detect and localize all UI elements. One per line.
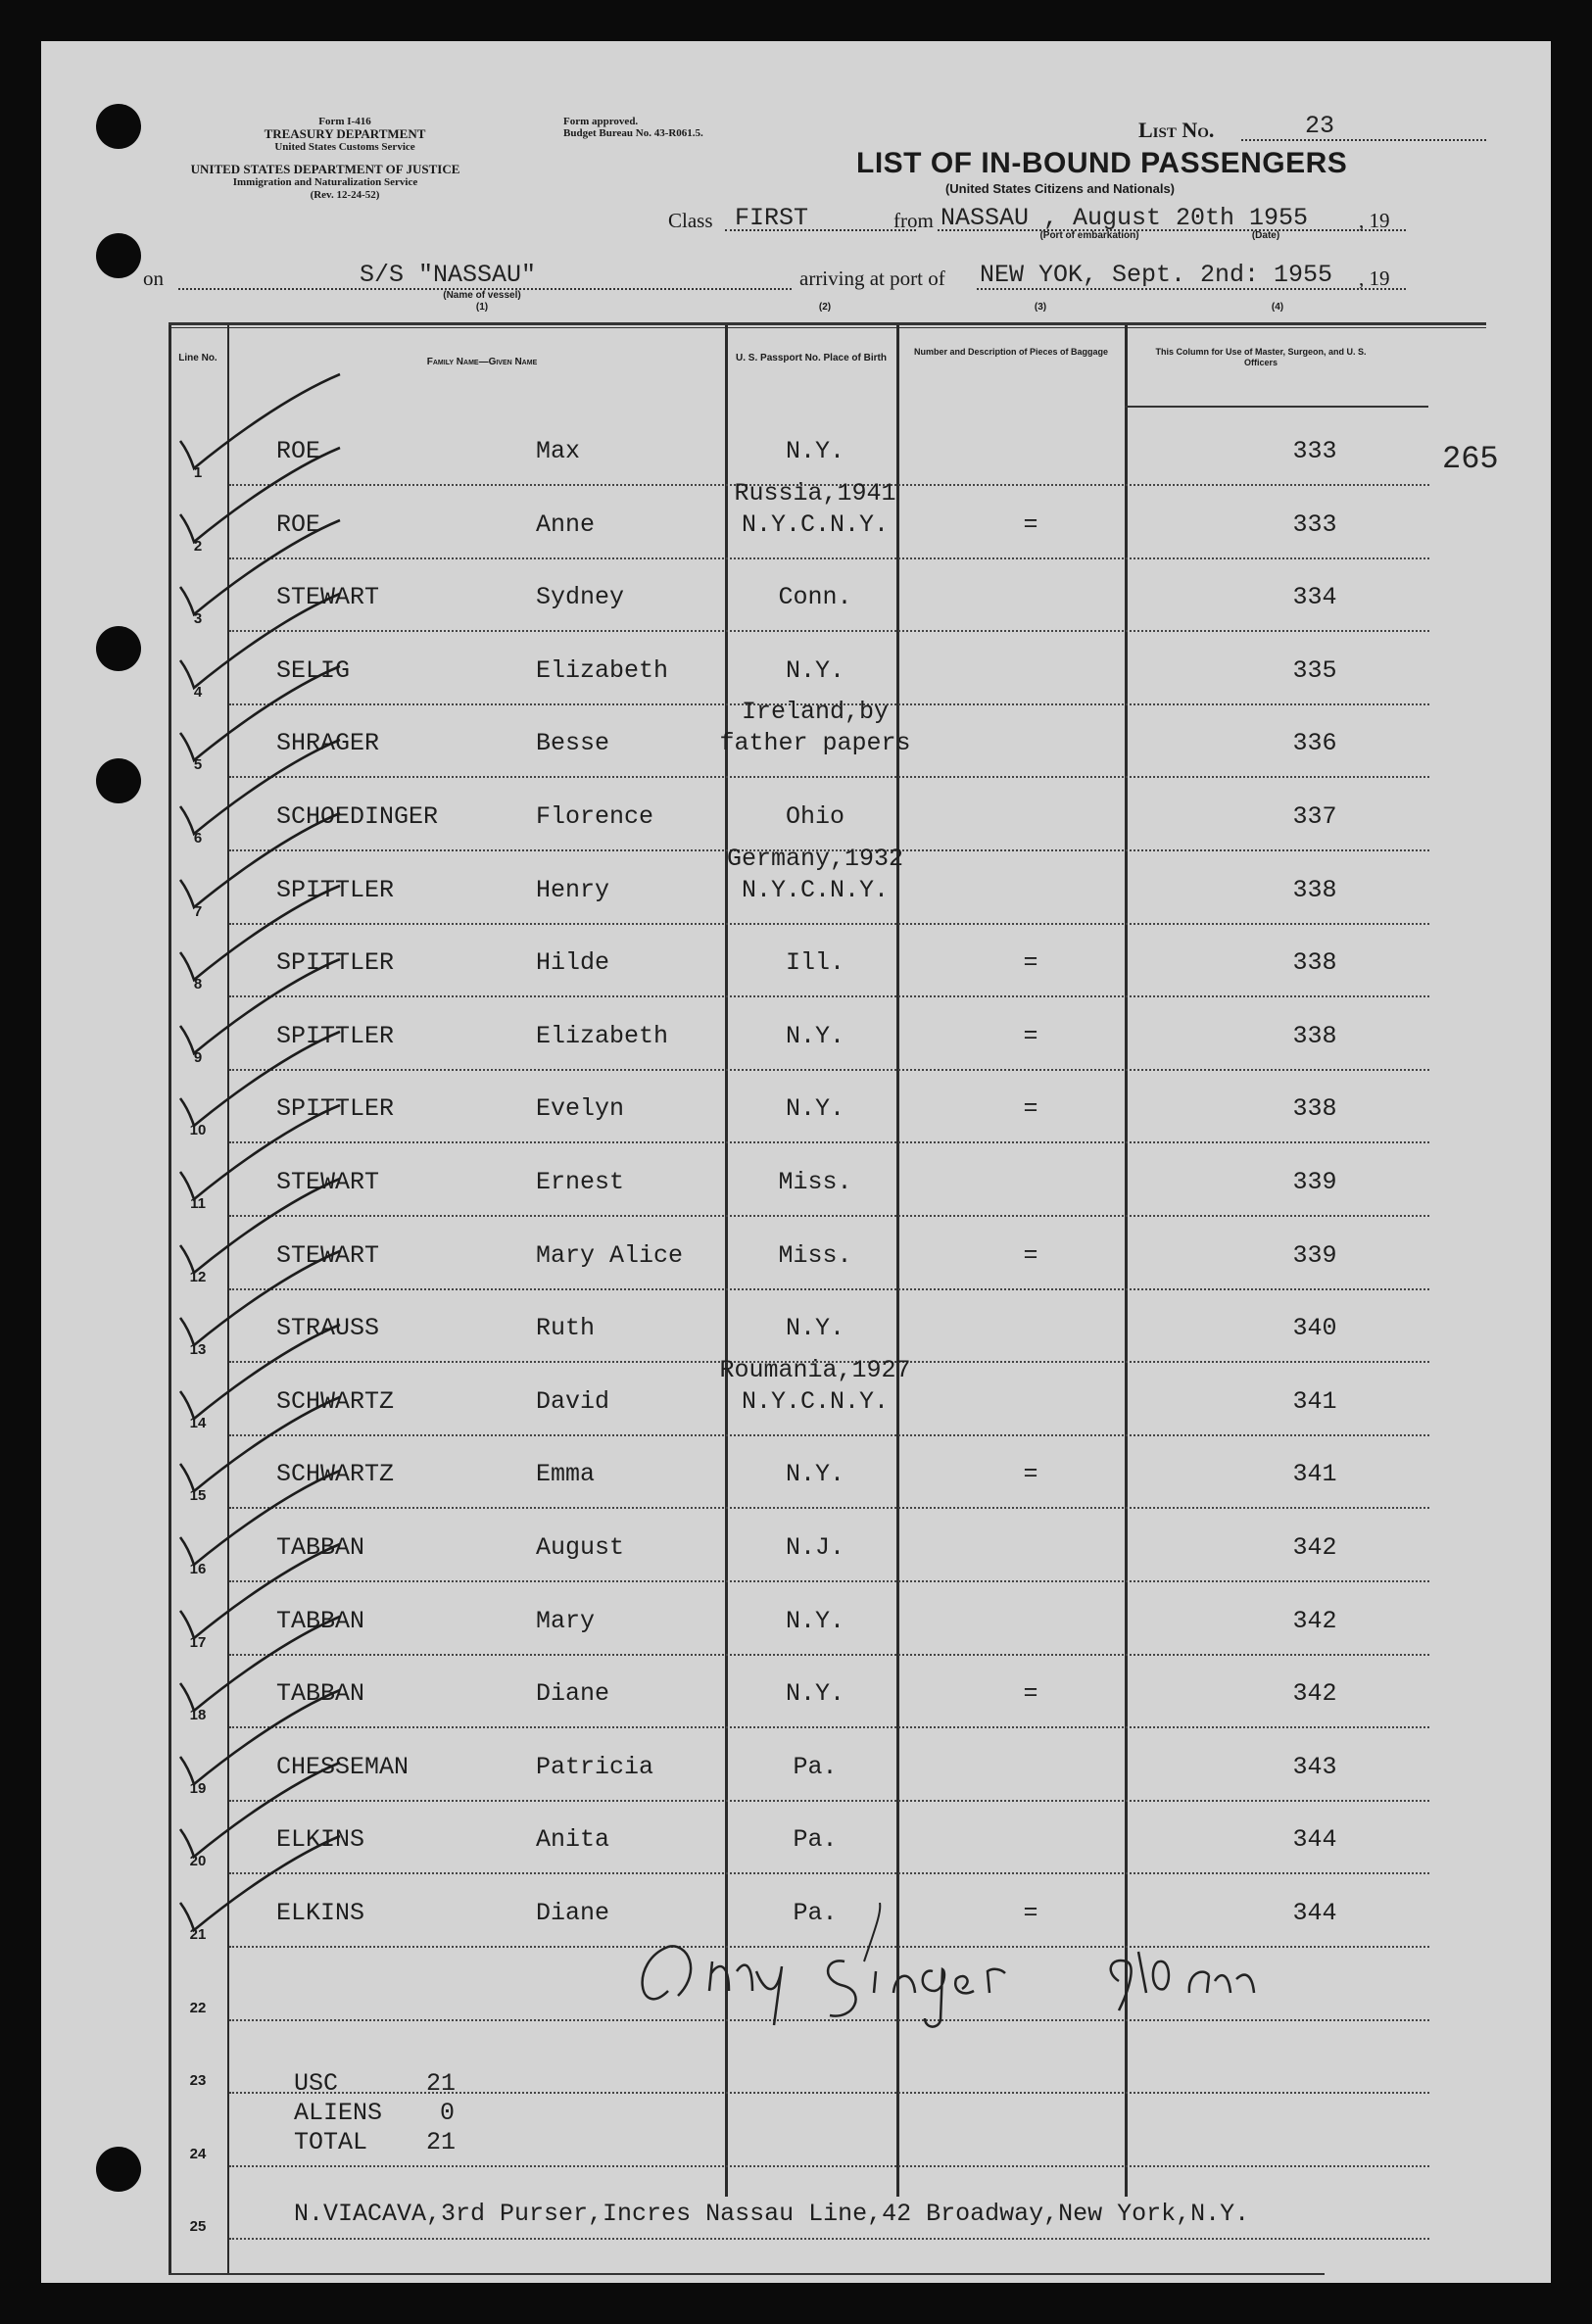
document-sheet (41, 41, 1551, 2283)
form-approved: Form approved. (563, 116, 639, 127)
officer-number: 334 (1292, 583, 1337, 612)
family-name: STEWART (276, 583, 380, 612)
birth-place-line2: N.Y. (785, 1606, 844, 1635)
given-name: Emma (536, 1460, 596, 1489)
list-no-value: 23 (1305, 112, 1335, 140)
family-name: CHESSEMAN (276, 1752, 410, 1781)
line-number: 21 (189, 1926, 207, 1943)
line-number: 9 (193, 1048, 203, 1066)
family-name: SCHWARTZ (276, 1386, 395, 1416)
birth-place-line1: Roumania,1927 (719, 1355, 911, 1384)
given-name: Diane (536, 1899, 610, 1927)
row-rule (229, 557, 1429, 559)
col-header-passport: U. S. Passport No. Place of Birth (736, 353, 887, 363)
row-rule (229, 1288, 1429, 1290)
row-rule (229, 2092, 1429, 2094)
officer-number: 333 (1292, 509, 1337, 539)
given-name: Ruth (536, 1314, 596, 1343)
family-name: SCHOEDINGER (276, 802, 439, 831)
on-label: on (143, 266, 164, 290)
birth-place-line2: Ohio (785, 802, 844, 831)
line-number: 5 (193, 756, 203, 774)
aliens-label: ALIENS (294, 2099, 383, 2127)
arriving-value: NEW YOK, Sept. 2nd: 1955 (980, 261, 1333, 289)
birth-place-line2: Pa. (793, 1825, 838, 1855)
date-label: (Date) (1251, 230, 1280, 241)
officer-number: 339 (1292, 1168, 1337, 1196)
arriving-label: arriving at port of (799, 266, 945, 290)
checkmark-icon (169, 1834, 364, 1942)
line-number: 19 (189, 1779, 207, 1797)
handwritten-signature (609, 1903, 1315, 2040)
baggage-ditto: = (1023, 1899, 1038, 1927)
given-name: Hilde (536, 948, 610, 978)
given-name: Max (536, 437, 581, 465)
ins: Immigration and Naturalization Service (232, 176, 418, 188)
col-number-4: (4) (1271, 302, 1284, 313)
officer-number: 338 (1292, 1021, 1337, 1050)
aliens-value: 0 (440, 2099, 456, 2127)
line-number: 2 (193, 537, 203, 555)
line-number: 22 (189, 1999, 207, 2016)
family-name: TABBAN (276, 1679, 365, 1709)
officer-number: 343 (1292, 1752, 1337, 1781)
line-number: 8 (193, 976, 203, 993)
baggage-ditto: = (1023, 1094, 1038, 1124)
birth-place-line1: Germany,1932 (726, 844, 904, 873)
line-number: 15 (189, 1487, 207, 1505)
officer-number: 335 (1292, 655, 1337, 685)
officer-number: 338 (1292, 1094, 1337, 1124)
given-name: David (536, 1386, 610, 1416)
col-number-1: (1) (475, 302, 489, 313)
given-name: Sydney (536, 583, 625, 612)
customs-service: United States Customs Service (274, 141, 415, 153)
birth-place-line2: N.Y. (785, 1094, 844, 1124)
col-number-2: (2) (818, 302, 832, 313)
header-bottom-rule (1125, 406, 1428, 408)
table-bottom-rule (169, 2273, 1325, 2275)
officer-number: 342 (1292, 1606, 1337, 1635)
birth-place-line2: N.Y. (785, 1460, 844, 1489)
officer-number: 333 (1292, 437, 1337, 465)
birth-place-line1: Russia,1941 (734, 478, 896, 508)
baggage-ditto: = (1023, 1460, 1038, 1489)
line-number: 13 (189, 1341, 207, 1359)
class-value: FIRST (735, 204, 809, 232)
officer-number: 341 (1292, 1460, 1337, 1489)
birth-place-line1: Ireland,by (741, 698, 890, 727)
given-name: Mary Alice (536, 1240, 684, 1270)
officer-number: 342 (1292, 1679, 1337, 1709)
given-name: Florence (536, 802, 654, 831)
row-rule (229, 1215, 1429, 1217)
row-rule (229, 1800, 1429, 1802)
given-name: Anne (536, 509, 596, 539)
family-name: TABBAN (276, 1606, 365, 1635)
birth-place-line2: N.Y. (785, 1679, 844, 1709)
family-name: SPITTLER (276, 1094, 395, 1124)
line-number: 12 (189, 1268, 207, 1285)
purser-line: N.VIACAVA,3rd Purser,Incres Nassau Line,42 Broadway,New York,N.Y. (294, 2200, 1250, 2228)
family-name: ROE (276, 509, 321, 539)
birth-place-line2: N.Y. (785, 1314, 844, 1343)
birth-place-line2: N.Y.C.N.Y. (741, 1386, 890, 1416)
vessel-name: S/S "NASSAU" (360, 261, 537, 289)
row-rule (229, 2238, 1429, 2240)
line-number: 25 (189, 2218, 207, 2236)
row-rule (229, 1434, 1429, 1436)
family-name: SHRAGER (276, 729, 380, 758)
given-name: Elizabeth (536, 1021, 669, 1050)
officer-number: 344 (1292, 1899, 1337, 1927)
birth-place-line2: Conn. (778, 583, 852, 612)
officer-number: 344 (1292, 1825, 1337, 1855)
line-number: 23 (189, 2072, 207, 2090)
officer-number: 340 (1292, 1314, 1337, 1343)
family-name: STEWART (276, 1240, 380, 1270)
line-number: 16 (189, 1561, 207, 1577)
year-suffix-1: , 19 (1359, 209, 1390, 232)
family-name: TABBAN (276, 1533, 365, 1562)
row-rule (229, 630, 1429, 632)
birth-place-line2: N.Y.C.N.Y. (741, 509, 890, 539)
line-number: 4 (193, 683, 203, 701)
birth-place-line2: N.J. (785, 1533, 844, 1562)
baggage-ditto: = (1023, 1021, 1038, 1050)
birth-place-line2: Ill. (785, 948, 844, 978)
from-label: from (893, 209, 934, 232)
family-name: SPITTLER (276, 875, 395, 904)
given-name: August (536, 1533, 625, 1562)
line-number: 6 (193, 830, 203, 847)
col-header-name: Family Name—Given Name (426, 357, 538, 367)
budget-bureau: Budget Bureau No. 43-R061.5. (563, 127, 703, 139)
usc-value: 21 (426, 2069, 457, 2098)
baggage-ditto: = (1023, 1240, 1038, 1270)
baggage-ditto: = (1023, 509, 1038, 539)
punch-hole (96, 233, 141, 278)
line-number: 7 (193, 902, 203, 920)
doj: UNITED STATES DEPARTMENT OF JUSTICE (190, 162, 460, 176)
punch-hole (96, 758, 141, 803)
line-number: 1 (193, 464, 203, 481)
row-rule (229, 1580, 1429, 1582)
list-no-label: List No. (1138, 118, 1215, 142)
given-name: Elizabeth (536, 655, 669, 685)
row-rule (229, 1069, 1429, 1071)
birth-place-line2: Miss. (778, 1240, 852, 1270)
year-suffix-2: , 19 (1359, 266, 1390, 290)
birth-place-line2: Miss. (778, 1168, 852, 1196)
family-name: STEWART (276, 1168, 380, 1196)
given-name: Anita (536, 1825, 610, 1855)
officer-number: 337 (1292, 802, 1337, 831)
family-name: SPITTLER (276, 948, 395, 978)
row-rule (229, 2165, 1429, 2167)
usc-label: USC (294, 2069, 339, 2098)
document-title: LIST OF IN-BOUND PASSENGERS (856, 147, 1348, 179)
class-label: Class (668, 209, 713, 232)
revision: (Rev. 12-24-52) (310, 189, 380, 201)
table-top-rule-2 (169, 327, 1486, 328)
vessel-label: (Name of vessel) (443, 290, 521, 301)
officer-number: 339 (1292, 1240, 1337, 1270)
baggage-ditto: = (1023, 1679, 1038, 1709)
row-rule (229, 776, 1429, 778)
form-number: Form I-416 (318, 116, 371, 127)
family-name: SCHWARTZ (276, 1460, 395, 1489)
given-name: Diane (536, 1679, 610, 1709)
birth-place-line2: father papers (719, 729, 911, 758)
line-number: 3 (193, 610, 203, 628)
birth-place-line2: Pa. (793, 1752, 838, 1781)
birth-place-line2: N.Y. (785, 655, 844, 685)
family-name: SPITTLER (276, 1021, 395, 1050)
family-name: ELKINS (276, 1899, 365, 1927)
officer-number: 338 (1292, 875, 1337, 904)
birth-place-line2: N.Y. (785, 437, 844, 465)
given-name: Henry (536, 875, 610, 904)
given-name: Patricia (536, 1752, 654, 1781)
total-value: 21 (426, 2128, 457, 2156)
officer-number: 338 (1292, 948, 1337, 978)
officer-number: 336 (1292, 729, 1337, 758)
col-number-3: (3) (1034, 302, 1047, 313)
birth-place-line2: N.Y. (785, 1021, 844, 1050)
given-name: Besse (536, 729, 610, 758)
line-number: 14 (189, 1414, 207, 1431)
line-number: 20 (189, 1853, 207, 1870)
birth-place-line2: N.Y.C.N.Y. (741, 875, 890, 904)
table-top-rule (169, 322, 1486, 325)
list-no-line (1241, 139, 1486, 141)
line-number: 17 (189, 1633, 207, 1651)
punch-hole (96, 2147, 141, 2192)
punch-hole (96, 626, 141, 671)
birth-place-line2: Pa. (793, 1899, 838, 1927)
row-rule (229, 1726, 1429, 1728)
given-name: Ernest (536, 1168, 625, 1196)
row-rule (229, 1654, 1429, 1656)
col-header-baggage: Number and Description of Pieces of Baggage (913, 347, 1109, 357)
family-name: ROE (276, 437, 321, 465)
col-header-line: Line No. (178, 353, 217, 363)
port-embarkation-label: (Port of embarkation) (1039, 230, 1139, 241)
col-header-officers: This Column for Use of Master, Surgeon, and U. S. Officers (1155, 347, 1367, 367)
line-number: 10 (189, 1122, 207, 1139)
page-number: 265 (1442, 441, 1499, 477)
document-subtitle: (United States Citizens and Nationals) (944, 181, 1176, 196)
row-rule (229, 995, 1429, 997)
row-rule (229, 1141, 1429, 1143)
family-name: SELIG (276, 655, 351, 685)
given-name: Mary (536, 1606, 596, 1635)
line-number: 11 (190, 1195, 206, 1212)
from-value: NASSAU , August 20th 1955 (941, 204, 1309, 232)
treasury-dept: TREASURY DEPARTMENT (264, 126, 426, 141)
officer-number: 341 (1292, 1386, 1337, 1416)
line-number: 24 (189, 2145, 207, 2162)
officer-number: 342 (1292, 1533, 1337, 1562)
family-name: ELKINS (276, 1825, 365, 1855)
baggage-ditto: = (1023, 948, 1038, 978)
punch-hole (96, 104, 141, 149)
family-name: STRAUSS (276, 1314, 380, 1343)
line-number: 18 (189, 1707, 207, 1724)
given-name: Evelyn (536, 1094, 625, 1124)
row-rule (229, 1507, 1429, 1509)
row-rule (229, 1872, 1429, 1874)
row-rule (229, 923, 1429, 925)
total-label: TOTAL (294, 2128, 368, 2156)
